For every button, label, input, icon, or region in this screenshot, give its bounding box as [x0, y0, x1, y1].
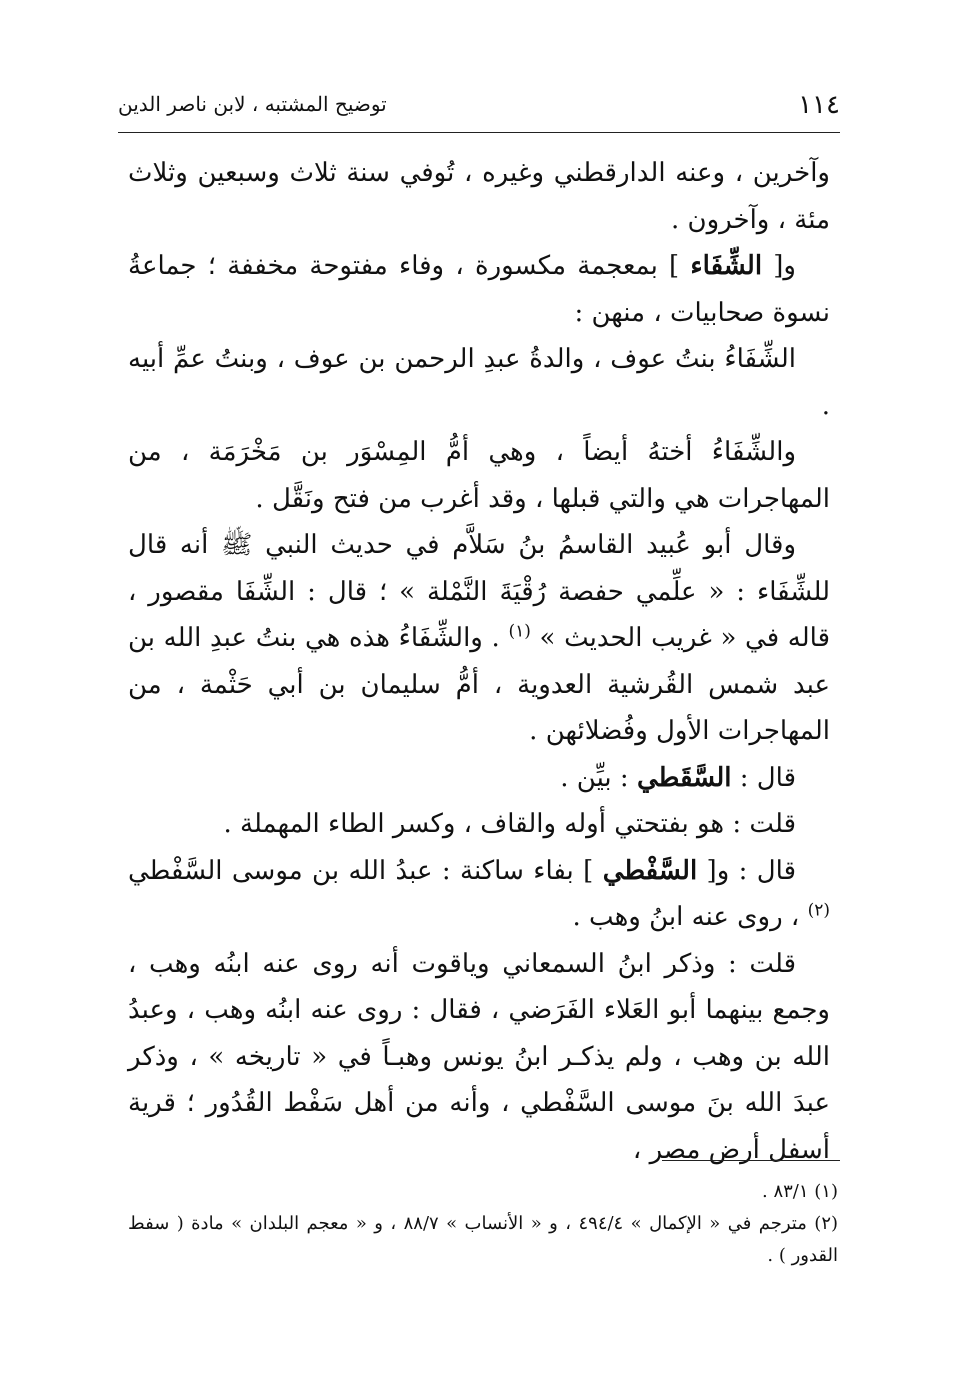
entry-keyword-shifa: الشِّفَاء	[690, 251, 763, 281]
entry-keyword-saqati: السَّقَطي	[636, 762, 732, 793]
page-header	[118, 86, 840, 126]
footnotes	[128, 1176, 838, 1272]
paragraph-5	[128, 522, 830, 755]
paragraph-9	[128, 941, 830, 1174]
page-number: ١١٤	[798, 90, 840, 120]
paragraph-3	[128, 336, 830, 429]
paragraph-2-text: ] بمعجمة مكسورة ، وفاء مفتوحة مخففة ؛ جماعةُ نسوة صحابيات ، منهن :	[128, 251, 830, 328]
paragraph-6-text: : بيِّن .	[560, 762, 637, 793]
footnote-rule	[662, 1160, 840, 1161]
paragraph-1-text: وآخرين ، وعنه الدارقطني وغيره ، تُوفي سنة ثلاث وسبعين وثلاث مئة ، وآخرون .	[128, 158, 830, 235]
paragraph-7	[128, 801, 830, 848]
paragraph-3-text: الشِّفَاءُ بنتُ عوف ، والدةُ عبدِ الرحمن بن عوف ، وبنتُ عمِّ أبيه .	[128, 344, 830, 421]
paragraph-2	[128, 243, 830, 336]
footnote-ref-2[interactable]: (٢)	[807, 900, 830, 921]
paragraph-8-prefix: قال : و[	[697, 855, 796, 886]
paragraph-6-prefix: قال :	[731, 762, 796, 793]
paragraph-9-text: قلت : وذكر ابنُ السمعاني وياقوت أنه روى عنه ابنُه وهب ، وجمع بينهما أبو العَلاء الفَرَضي ، فقال : روى عنه ابنُه وهب ، وعبدُ الله بن وهب ، ولم يذكـر ابنُ يونس وهبـاً في « تاريخه » ، وذكر عبدَ الله بنَ موسى السَّفْطي ، وأنه من أهل سَفْط القُدُور ؛ قرية أسفل أرض مصر ،	[128, 948, 830, 1165]
paragraph-8	[128, 848, 830, 941]
footnote-1: (١) ٨٣/١ .	[762, 1181, 838, 1202]
paragraph-7-text: قلت : هو بفتحتي أوله والقاف ، وكسر الطاء المهملة .	[223, 809, 796, 839]
running-title: توضيح المشتبه ، لابن ناصر الدين	[118, 92, 387, 116]
paragraph-4	[128, 429, 830, 522]
entry-keyword-safti: السَّفْطي	[602, 855, 698, 886]
footnote-ref-1[interactable]: (١)	[508, 621, 531, 642]
header-rule	[118, 132, 840, 133]
paragraph-4-text: والشِّفَاءُ أختهُ أيضاً ، وهي أمُّ المِسْوَر بن مَخْرَمَة ، من المهاجرات هي والتي قبلها ، وقد أغرب من فتح ونَقَّل .	[128, 437, 830, 514]
paragraph-5-text: وقال أبو عُبيد القاسمُ بنُ سَلاَّم في حديث النبي ﷺ أنه قال للشِّفَاء : « علِّمي حفصة رُقْيَةَ النَّمْلة » ؛ قال : الشِّفَا مقصور ، قاله في « غريب الحديث »	[128, 530, 831, 653]
paragraph-8-text-after: ، روى عنه ابنُ وهب .	[572, 902, 808, 932]
footnote-2: (٢) مترجم في « الإكمال » ٤٩٤/٤ ، و « الأنساب » ٨٨/٧ ، و « معجم البلدان » مادة ( سفط القدور ) .	[128, 1213, 839, 1266]
main-text	[128, 150, 830, 1173]
paragraph-2-prefix: و[	[762, 251, 796, 281]
paragraph-1	[128, 150, 830, 243]
paragraph-8-text: ] بفاء ساكنة : عبدُ الله بن موسى السَّفْطي	[128, 855, 603, 886]
paragraph-5-text-after: . والشِّفَاءُ هذه هي بنتُ عبدِ الله بن عبد شمس القُرشية العدوية ، أمُّ سليمان بن أبي حَثْمة ، من المهاجرات الأول وفُضلائهن .	[128, 623, 830, 746]
paragraph-6	[128, 755, 830, 802]
